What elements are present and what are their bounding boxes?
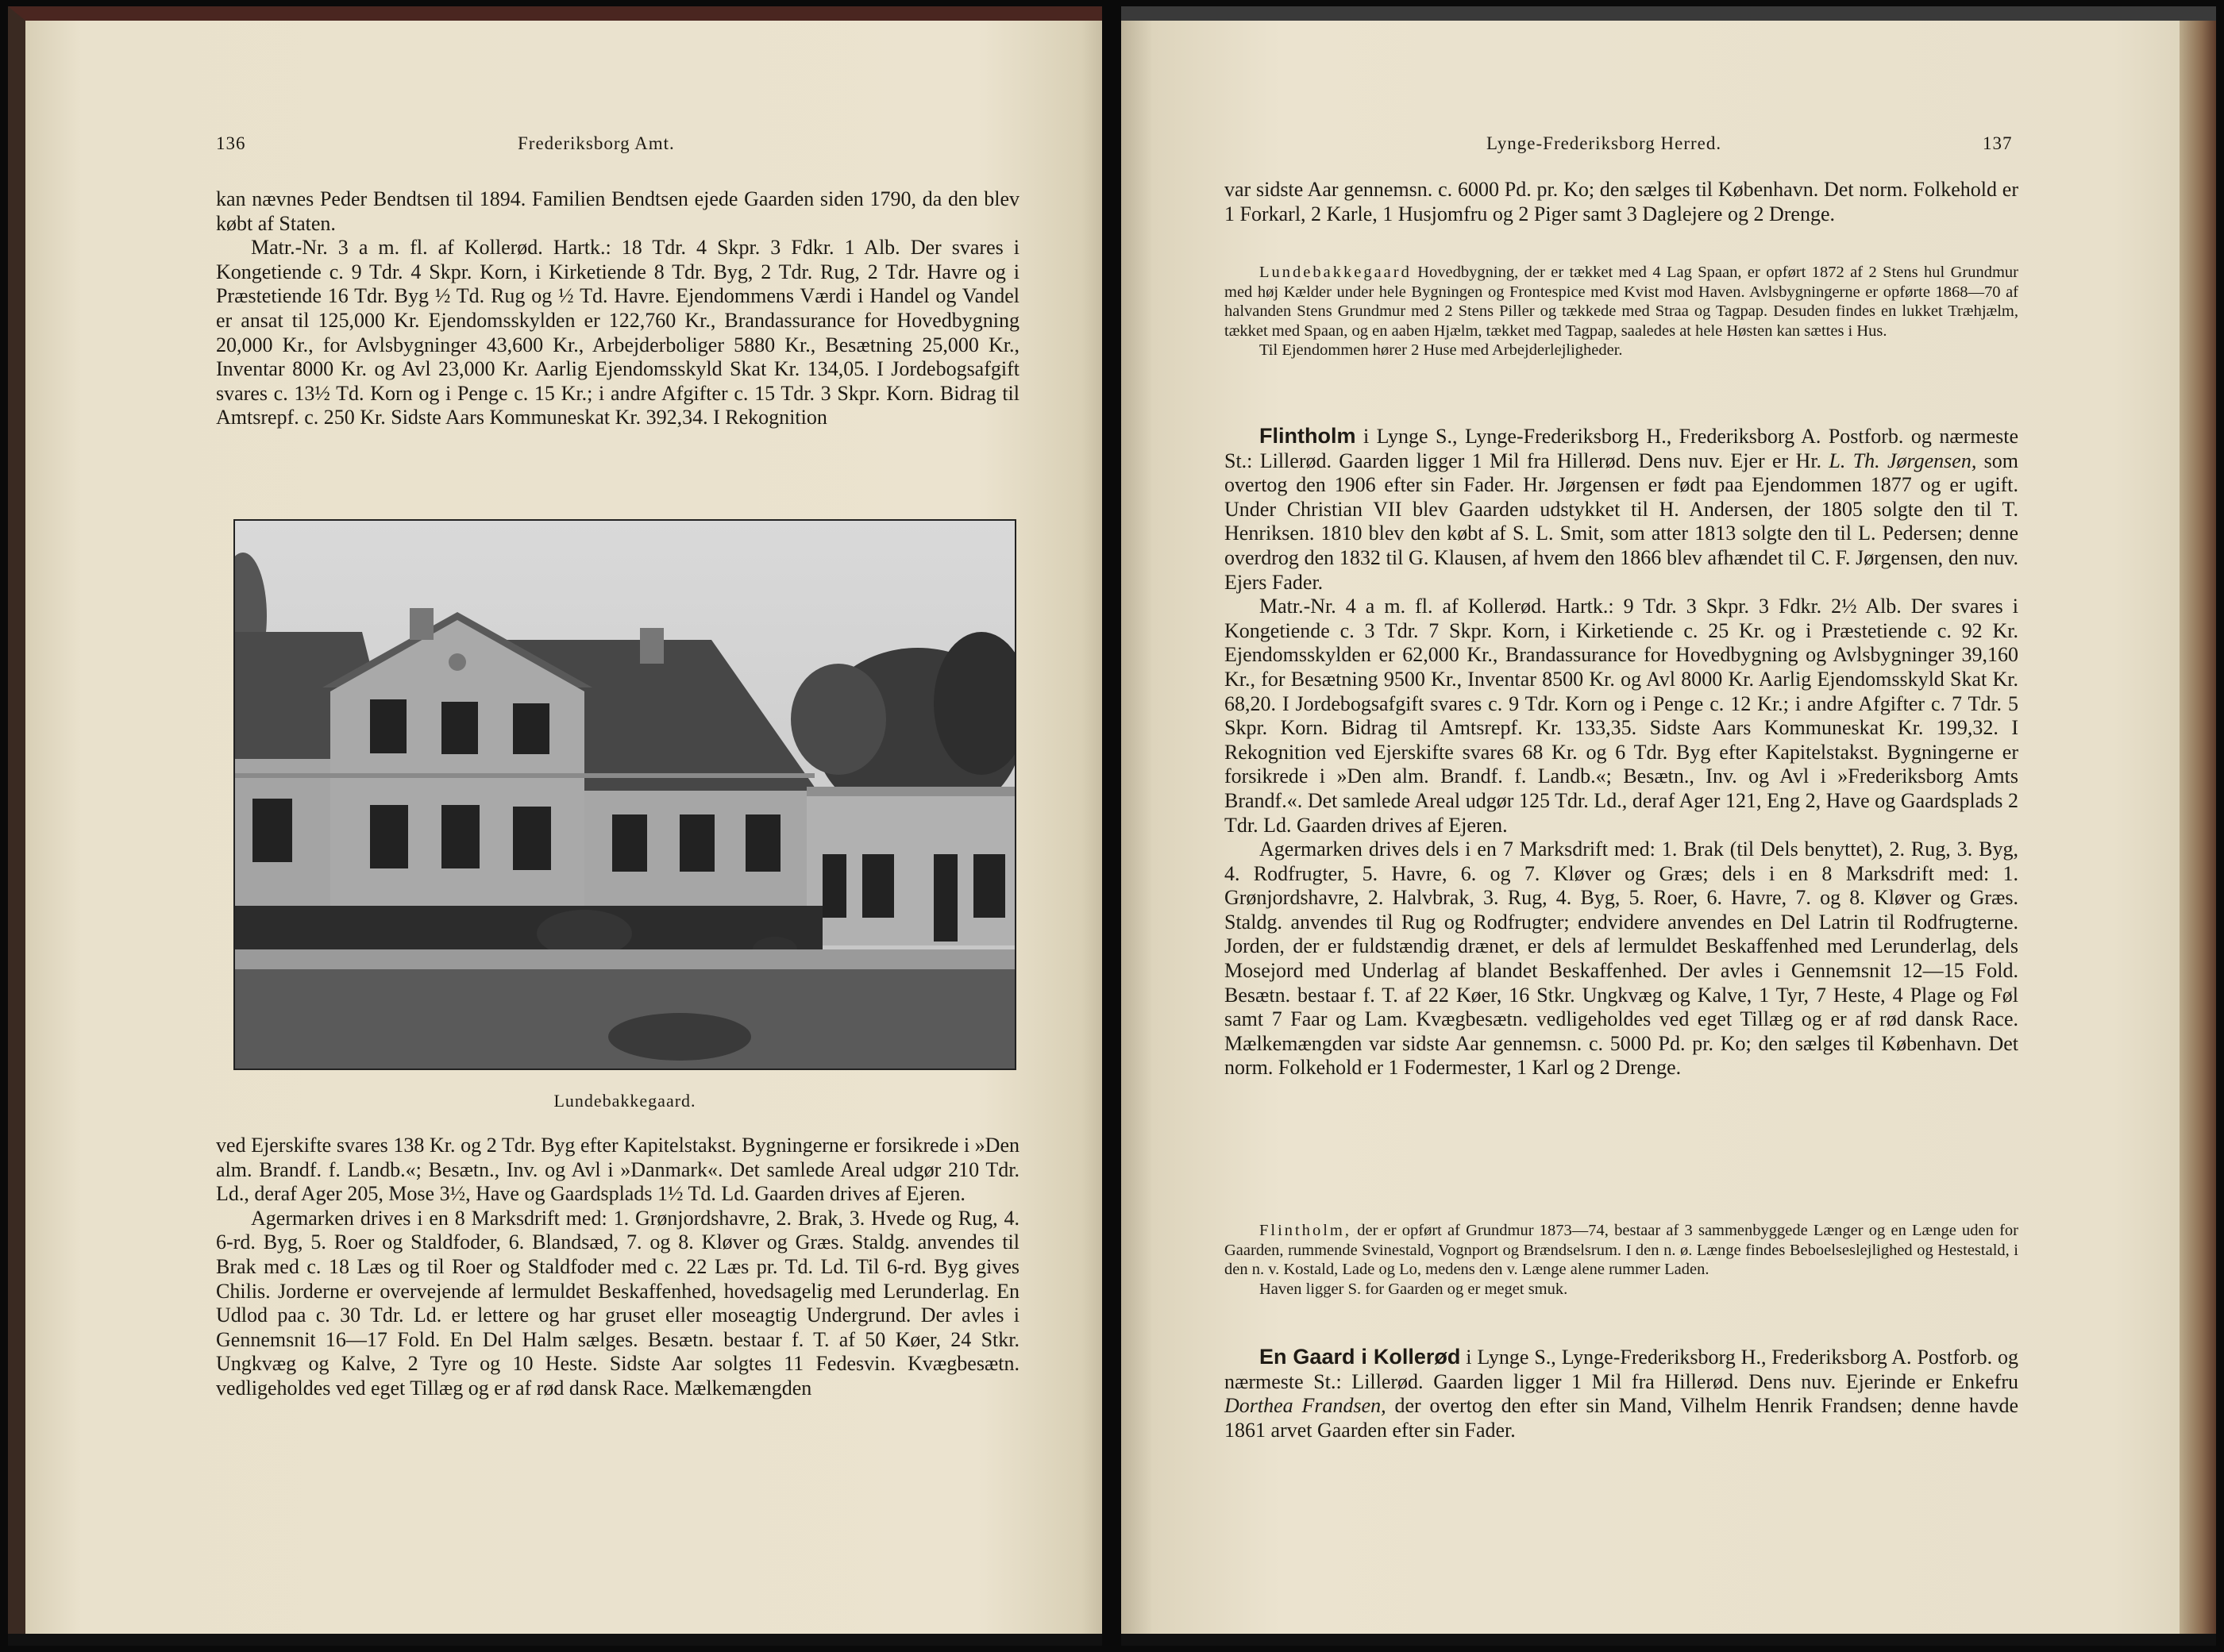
entry-heading: Flintholm: [1259, 424, 1356, 448]
paragraph: Matr.-Nr. 4 a m. fl. af Kollerød. Hartk.: 9 Tdr. 3 Skpr. 3 Fdkr. 2½ Alb. Der svares i Kongetiende c. 3 Tdr. 7 Skpr. Korn, i Kirketiende c. 25 Kr. og i Præstetiende c. 92 Kr. Ejendomsskylden er 62,000 Kr., Brandassurance for Hovedbygning og Avlsbygninger 39,160 Kr., for Besætning 9500 Kr., Inventar 8500 Kr. og Avl 8000 Kr. Aarlig Ejendomsskyld Skat Kr. 68,20. I Jordebogsafgift svares c. 9 Tdr. Korn og i Penge c. 12 Kr.; i andre Afgifter c. 7 Tdr. 5 Skpr. Korn. Bidrag til Amtsrepf. Kr. 133,35. Sidste Aars Kommuneskat Kr. 199,32. I Rekognition ved Ejerskifte svares 68 Kr. og 6 Tdr. Byg efter Kapitelstakst. Bygningerne er forsikrede i »Den alm. Brandf. f. Landb.«; Besætn., Inv. og Avl i »Frederiksborg Amts Brandf.«. Det samlede Areal udgør 125 Tdr. Ld., deraf Ager 121, Eng 2, Have og Gaardsplads 2 Tdr. Ld. Gaarden drives af Ejeren.: [1224, 595, 2018, 837]
flintholm-entry: [1224, 424, 2018, 1080]
right-page: [1121, 6, 2216, 1634]
paragraph: Agermarken drives dels i en 7 Marksdrift med: 1. Brak (til Dels benyttet), 2. Rug, 3. Byg, 4. Rodfrugter, 5. Havre, 6. og 7. Kløver og Græs; dels i en 8 Marksdrift med: 1. Grønjordshavre, 2. Halvbrak, 3. Rug, 4. Byg, 5. Roer, 6. Havre, 7. og 8. Kløver og Græs. Staldg. anvendes til Rug og Rodfrugter; endvidere anvendes en Del Latrin til Rodfrugterne. Jorden, der er fuldstændig drænet, er dels af lermuldet Beskaffenhed med Lerunderlag, dels Mosejord med Underlag af blandet Beskaffenhed. Der avles i Gennemsnit 12—15 Fold. Besætn. bestaar f. T. af 22 Køer, 16 Stkr. Ungkvæg og Kalve, 1 Tyr, 7 Heste, 4 Plage og Føl samt 7 Faar og Lam. Kvægbesætn. vedligeholdes ved eget Tillæg og er af rød dansk Race. Mælkemængden var sidste Aar gennemsn. c. 5000 Pd. pr. Ko; den sælges til København. Det norm. Folkehold er 1 Fodermester, 1 Karl og 2 Drenge.: [1224, 838, 2018, 1080]
note-lead: Lundebakkegaard: [1259, 264, 1412, 281]
book-spread: [8, 6, 2216, 1646]
photo-lundebakkegaard: [233, 519, 1016, 1070]
entry-text: der overtog den efter sin Mand, Vilhelm Henrik Frandsen; denne havde 1861 arvet Gaarden efter sin Fader.: [1224, 1394, 2018, 1442]
note-text: Hovedbygning, der er tækket med 4 Lag Spaan, er opført 1872 af 2 Stens hul Grundmur med høj Kælder under hele Bygningen og Frontespice med Kvist mod Haven. Avlsbygningerne er opførte 1868—70 af halvanden Stens Grundmur med 2 Stens Piller og tækkede med Straa og Tagpap. Desuden findes en lukket Træhjælm, tækket med Spaan, og en aaben Hjælm, tækket med Tagpap, saaledes at hele Høsten kan sættes i Hus.: [1224, 264, 2018, 340]
entry-heading: En Gaard i Kollerød: [1259, 1345, 1461, 1369]
owner-name: L. Th. Jørgensen,: [1829, 449, 1977, 472]
note-flintholm: [1224, 1221, 2018, 1299]
gutter: [1102, 6, 1121, 1646]
kollerod-entry: [1224, 1345, 2018, 1442]
note-lundebakkegaard: [1224, 263, 2018, 360]
right-intro-text: [1224, 178, 2018, 226]
note-text: der er opført af Grundmur 1873—74, bestaar af 3 sammenbyggede Længer og en Længe uden for Gaarden, rummende Svinestald, Vognport og Brændselsrum. I den n. ø. Længe findes Beboelseslejlighed og Hestestald, i den n. v. Kostald, Lade og Lo, medens den v. Længe alene rummer Laden.: [1224, 1222, 2018, 1279]
note-text: Haven ligger S. for Gaarden og er meget smuk.: [1259, 1280, 1568, 1298]
page-number-left: 136: [216, 133, 246, 153]
entry-text: som overtog den 1906 efter sin Fader. Hr. Jørgensen er født paa Ejendommen 1877 og er ugift. Under Christian VII blev Gaarden udstykket til H. Andersen, der 1805 solgte den til T. Henriksen. 1810 blev den købt af S. L. Smit, som atter 1813 solgte den til L. Pedersen; denne overdrog den 1832 til G. Klausen, af hvem den 1866 blev afhændet til C. F. Jørgensen, den nuv. Ejers Fader.: [1224, 449, 2019, 594]
paragraph: kan nævnes Peder Bendtsen til 1894. Familien Bendtsen ejede Gaarden siden 1790, da den blev købt af Staten.: [216, 187, 1019, 235]
entry-text: i Lynge S., Lynge-Frederiksborg H., Frederiksborg A. Postforb. og nærmeste St.: Lillerød. Gaarden ligger 1 Mil fra Hillerød. Dens nuv. Ejerinde er Enkefru: [1224, 1346, 2018, 1393]
running-head-left: Frederiksborg Amt.: [518, 133, 675, 153]
entry-text: i Lynge S., Lynge-Frederiksborg H., Frederiksborg A. Postforb. og nærmeste St.: Lillerød. Gaarden ligger 1 Mil fra Hillerød. Dens nuv. Ejer er Hr.: [1224, 425, 2018, 472]
photo-caption: Lundebakkegaard.: [553, 1091, 696, 1111]
paragraph: var sidste Aar gennemsn. c. 6000 Pd. pr. Ko; den sælges til København. Det norm. Folkehold er 1 Forkarl, 2 Karle, 1 Husjomfru og 2 Piger samt 3 Daglejere og 2 Drenge.: [1224, 178, 2018, 225]
paragraph: Agermarken drives i en 8 Marksdrift med: 1. Grønjordshavre, 2. Brak, 3. Hvede og Rug, 4. 6-rd. Byg, 5. Roer og Staldfoder, 6. Blandsæd, 7. og 8. Kløver og Græs. Staldg. anvendes til Brak med c. 18 Læs og til Roer og Staldfoder med c. 22 Læs pr. Td. Ld. Til 6-rd. Byg gives Chilis. Jorderne er overvejende af lermuldet Beskaffenhed, hovedsagelig med Lerunderlag. En Udlod paa c. 30 Tdr. Ld. er lettere og har gruset eller moseagtig Undergrund. Der avles i Gennemsnit 16—17 Fold. En Del Halm sælges. Besætn. bestaar f. T. af 50 Køer, 24 Stkr. Ungkvæg og Kalve, 2 Tyre og 10 Heste. Sidste Aar solgtes 11 Fedesvin. Kvægbesætn. vedligeholdes ved eget Tillæg og er af rød dansk Race. Mælkemængden: [216, 1206, 1019, 1400]
running-head-right: Lynge-Frederiksborg Herred.: [1486, 133, 1722, 153]
left-bottom-text: [216, 1134, 1019, 1401]
note-text: Til Ejendommen hører 2 Huse med Arbejderlejligheder.: [1259, 341, 1623, 360]
paragraph: ved Ejerskifte svares 138 Kr. og 2 Tdr. Byg efter Kapitelstakst. Bygningerne er forsikrede i »Den alm. Brandf. f. Landb.«; Besætn., Inv. og Avl i »Danmark«. Det samlede Areal udgør 210 Tdr. Ld., deraf Ager 205, Mose 3½, Have og Gaardsplads 1½ Td. Ld. Gaarden drives af Ejeren.: [216, 1134, 1019, 1206]
note-lead: Flintholm,: [1259, 1222, 1352, 1239]
paragraph: Matr.-Nr. 3 a m. fl. af Kollerød. Hartk.: 18 Tdr. 4 Skpr. 3 Fdkr. 1 Alb. Der svares i Kongetiende c. 9 Tdr. 4 Skpr. Korn, i Kirketiende 8 Tdr. Byg, 2 Tdr. Rug, 2 Tdr. Havre og i Præstetiende 16 Tdr. Byg ½ Td. Rug og ½ Td. Havre. Ejendommens Værdi i Handel og Vandel er ansat til 125,000 Kr. Ejendomsskylden er 122,760 Kr., Brandassurance for Hovedbygning 20,000 Kr., for Avlsbygninger 43,600 Kr., Arbejderboliger 5880 Kr., Besætning 25,000 Kr., Inventar 8000 Kr. og Avl 23,000 Kr. Aarlig Ejendomsskyld Skat Kr. 134,05. I Jordebogsafgift svares c. 13½ Td. Korn og i Penge c. 15 Kr.; i andre Afgifter c. 15 Tdr. 3 Skpr. Korn. Bidrag til Amtsrepf. c. 250 Kr. Sidste Aars Kommuneskat Kr. 392,34. I Rekognition: [216, 236, 1019, 429]
owner-name: Dorthea Frandsen,: [1224, 1394, 1386, 1418]
page-number-right: 137: [1983, 133, 2013, 153]
left-top-text: [216, 187, 1019, 430]
left-page: [8, 6, 1102, 1634]
